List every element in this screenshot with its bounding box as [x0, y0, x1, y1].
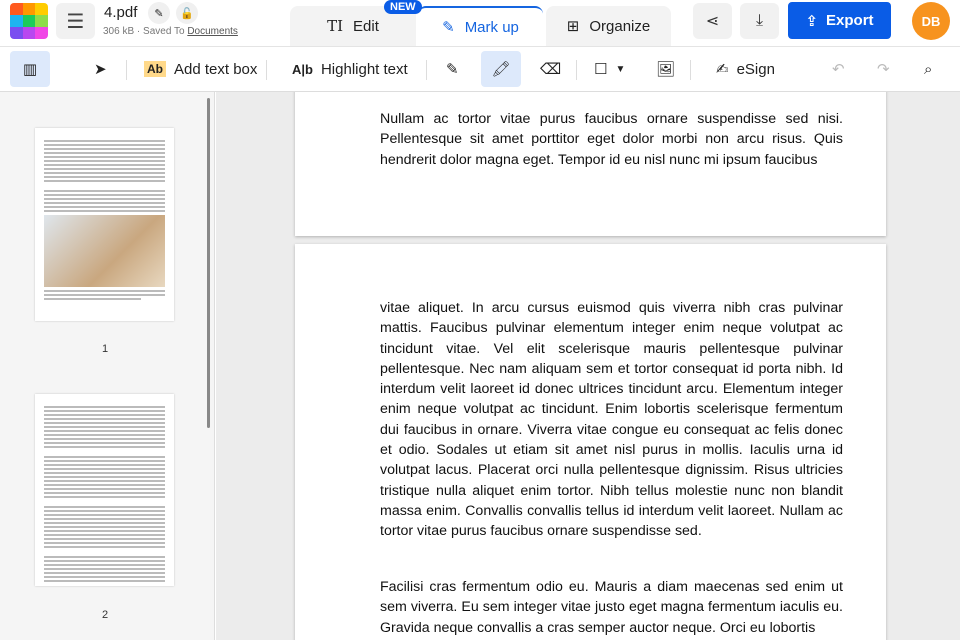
thumbnail-text-line [44, 506, 165, 508]
eraser-tool[interactable] [534, 51, 567, 87]
thumbnail-text-line [44, 526, 165, 528]
undo-button[interactable] [826, 51, 851, 87]
esign-tool[interactable] [710, 51, 781, 87]
grid-icon: ⊞ [566, 18, 580, 35]
thumbnail-text-line [44, 534, 165, 536]
thumbnail-text-line [44, 496, 165, 498]
pdf-page-1 [295, 92, 886, 236]
thumbnail-text-line [44, 556, 165, 558]
document-viewer [216, 92, 960, 640]
page-thumbnail-2[interactable] [35, 394, 174, 586]
avatar[interactable]: DB [912, 2, 950, 40]
toggle-sidebar-button[interactable] [10, 51, 50, 87]
saved-label: · Saved To [136, 26, 185, 37]
thumbnail-text-line [44, 522, 165, 524]
thumbnail-text-line [44, 446, 165, 448]
shape-tool[interactable] [588, 51, 631, 87]
thumbnail-text-line [44, 180, 165, 182]
thumbnail-text-line [44, 430, 165, 432]
redo-button[interactable] [871, 51, 896, 87]
thumbnail-text-line [44, 414, 165, 416]
thumbnail-text-line [44, 468, 165, 470]
page-thumbnail-1[interactable] [35, 128, 174, 321]
thumbnail-text-line [44, 456, 165, 458]
file-size: 306 kB [103, 26, 135, 37]
tool-label: Add text box [174, 60, 258, 78]
thumbnail-text-line [44, 560, 165, 562]
search-button[interactable] [918, 51, 938, 87]
thumbnail-text-line [44, 576, 165, 578]
file-name[interactable]: 4.pdf [104, 4, 138, 21]
thumbnail-text-line [44, 564, 165, 566]
download-button[interactable] [740, 3, 779, 39]
tool-label: Highlight text [320, 60, 408, 78]
thumbnail-text-line [44, 418, 165, 420]
sidebar-scrollbar[interactable] [207, 98, 210, 428]
page-text[interactable]: Facilisi cras fermentum odio eu. Mauris a diam maecenas sed enim ut sem viverra. Eu sem integer vitae justo eget magna fermentum iaculis eu. Gravida neque convallis a cras semper auctor neque. Orci eu lobortis [380, 579, 843, 636]
app-logo[interactable] [10, 3, 48, 39]
export-button[interactable] [788, 2, 891, 39]
thumbnail-text-line [44, 438, 165, 440]
file-meta [103, 26, 238, 37]
thumbnail-text-line [44, 172, 165, 174]
export-label: Export [826, 12, 874, 29]
thumbnail-text-line [44, 434, 165, 436]
tool-label: eSign [736, 60, 775, 78]
image-tool[interactable] [650, 51, 681, 87]
rename-button[interactable] [148, 2, 170, 24]
pen-tool[interactable] [440, 51, 465, 87]
tab-organize[interactable] [546, 6, 671, 46]
thumbnail-text-line [44, 518, 165, 520]
thumbnail-text-line [44, 530, 165, 532]
thumbnail-text-line [44, 160, 165, 162]
thumbnail-text-line [44, 406, 165, 408]
thumbnail-text-line [44, 144, 165, 146]
pencil-icon: ✎ [154, 7, 164, 20]
thumbnail-text-line [44, 198, 165, 200]
thumbnail-text-line [44, 484, 165, 486]
thumbnail-text-line [44, 546, 165, 548]
tab-label: Edit [353, 17, 379, 35]
thumbnail-text-line [44, 568, 165, 570]
share-button[interactable] [693, 3, 732, 39]
upload-icon: ⇪ [805, 12, 819, 30]
thumbnail-text-line [44, 202, 165, 204]
thumbnail-text-line [44, 164, 165, 166]
thumbnail-text-line [44, 572, 165, 574]
text-cursor-icon: TI [327, 17, 344, 35]
thumbnail-text-line [44, 194, 165, 196]
thumbnail-text-line [44, 514, 165, 516]
add-text-box-tool[interactable] [138, 51, 263, 87]
sidebar-icon: ▥ [22, 61, 38, 78]
markup-toolbar [0, 47, 960, 92]
eraser-icon: ⌫ [540, 61, 562, 78]
thumbnail-text-line [44, 152, 165, 154]
thumbnail-text-line [44, 426, 165, 428]
select-tool[interactable] [88, 51, 113, 87]
thumbnail-text-line [44, 492, 165, 494]
new-badge: NEW [384, 0, 422, 14]
rectangle-icon: ☐ [594, 61, 608, 78]
page-text[interactable]: vitae aliquet. In arcu cursus euismod quis viverra nibh cras pulvinar mattis. Faucibus pulvinar elementum integer enim neque volutpat ac tincidunt vitae. Vel elit scelerisque mauris pellentesque pulvinar pellentesque. Nec nam aliquam sem et tortor consequat id porta nibh. Id interdum velit laoreet id donec ultrices tincidunt arcu. Elementum integer enim neque volutpat ac tincidunt. Enim lobortis scelerisque fermentum dui faucibus in ornare. Viverra vitae congue eu consequat ac felis donec et odio. Sodales ut etiam sit amet nisl purus in mollis. Iaculis urna id volutpat lacus. Placerat orci nulla pellentesque dignissim. Risus ultricies tristique nulla aliquet enim tortor. Nibh tellus molestie nunc non blandit massa enim. Convallis convallis tellus id interdum velit laoreet. Nullam ac tortor vitae purus faucibus ornare suspendisse sed. [380, 300, 843, 540]
thumbnail-text-line [44, 140, 165, 142]
thumbnail-text-line [44, 538, 165, 540]
chevron-down-icon: ▼ [615, 63, 626, 75]
pencil-icon: ✎ [442, 19, 455, 36]
hamburger-icon: ☰ [66, 10, 85, 33]
thumbnail-text-line [44, 156, 165, 158]
thumbnail-text-line [44, 168, 165, 170]
thumbnail-text-line [44, 460, 165, 462]
share-icon: ⋖ [705, 13, 720, 30]
menu-button[interactable] [56, 3, 95, 39]
pdf-page-2 [295, 244, 886, 640]
highlighter-icon: 🖍 [491, 61, 511, 78]
thumbnail-text-line [44, 488, 165, 490]
highlight-text-icon: A|b [292, 61, 313, 77]
download-icon: ⤓ [755, 12, 764, 29]
page-number: 2 [101, 609, 109, 621]
redo-icon: ↷ [877, 61, 890, 78]
undo-icon: ↶ [832, 61, 845, 78]
thumbnail-text-line [44, 210, 165, 212]
thumbnail-text-line [44, 510, 165, 512]
page-text[interactable]: Nullam ac tortor vitae purus faucibus ornare suspendisse sed nisi. Pellentesque sit amet porttitor eget dolor morbi non arcu risus. Quis hendrerit dolor magna eget. Tempor id eu nisl nunc mi ipsum faucibus [380, 111, 843, 168]
thumbnail-text-line [44, 480, 165, 482]
tab-label: Mark up [464, 18, 519, 36]
lock-button[interactable] [176, 2, 198, 24]
highlight-text-tool[interactable] [286, 51, 414, 87]
page-number: 1 [101, 343, 109, 355]
highlighter-tool[interactable] [481, 51, 521, 87]
unlock-icon: 🔓 [180, 7, 194, 20]
thumbnail-text-line [44, 422, 165, 424]
thumbnail-text-line [44, 148, 165, 150]
image-icon: 🖼 [656, 61, 676, 78]
thumbnail-text-line [44, 580, 165, 582]
tab-markup[interactable] [418, 6, 543, 46]
thumbnail-text-line [44, 464, 165, 466]
thumbnail-text-line [44, 410, 165, 412]
thumbnail-text-line [44, 476, 165, 478]
thumbnail-text-line [44, 542, 165, 544]
app-header [0, 0, 960, 47]
thumbnail-text-line [44, 190, 165, 192]
thumbnail-text-line [44, 206, 165, 208]
pencil-icon: ✎ [446, 61, 459, 78]
signature-icon: ✍ [716, 61, 729, 78]
tab-label: Organize [589, 17, 651, 35]
text-box-icon: Ab [144, 61, 166, 77]
saved-location-link[interactable]: Documents [187, 26, 238, 37]
thumbnail-text-line [44, 472, 165, 474]
search-icon: ⌕ [924, 60, 933, 78]
thumbnail-image [44, 215, 165, 287]
page-thumbnails-panel [0, 92, 215, 640]
cursor-arrow-icon: ➤ [94, 61, 107, 78]
thumbnail-text-line [44, 176, 165, 178]
thumbnail-text-line [44, 442, 165, 444]
